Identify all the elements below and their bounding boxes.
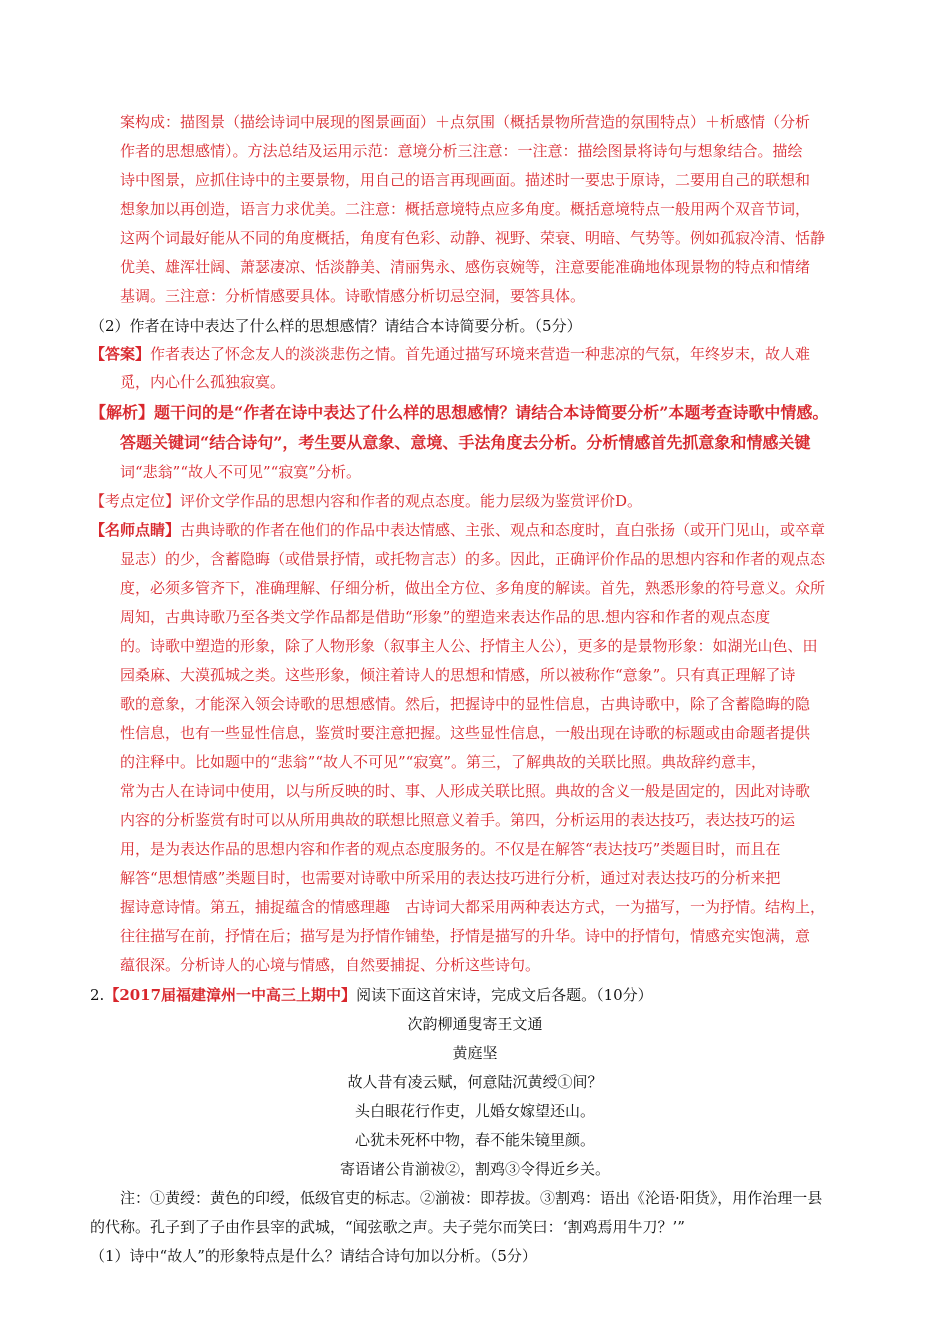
question-source: 【2017届福建漳州一中高三上期中】 [104,986,357,1004]
jiexi-text: 题干问的是“作者在诗中表达了什么样的思想感情？请结合本诗简要分析”本题考查诗歌中情感。 [154,403,829,422]
poem-notes-2: 的代称。孔子到了子由作县宰的武城，“闻弦歌之声。夫子莞尔而笑曰：‘割鸡焉用牛刀？’” [90,1218,685,1236]
teacher-notes-line: 歌的意象，才能深入领会诗歌的思想感情。然后，把握诗中的显性信息，古典诗歌中，除了含蓄隐晦的隐 [120,695,811,713]
kaodian-text: 评价文学作品的思想内容和作者的观点态度。能力层级为鉴赏评价D。 [180,492,643,510]
analysis-line: 优美、雄浑壮阔、萧瑟凄凉、恬淡静美、清丽隽永、感伤哀婉等，注意要能准确地体现景物的特点和情绪 [120,258,811,276]
teacher-notes-line: 周知，古典诗歌乃至各类文学作品都是借助“形象”的塑造来表达作品的思.想内容和作者的观点态度 [120,608,771,626]
teacher-notes-line: 内容的分析鉴赏有时可以从所用典故的联想比照意义着手。第四，分析运用的表达技巧，表达技巧的运 [120,811,796,829]
kaodian-label: 【考点定位】 [90,492,181,510]
analysis-line: 案构成：描图景（描绘诗词中展现的图景画面）＋点氛围（概括景物所营造的氛围特点）＋析感情（分析 [120,113,811,131]
analysis-line: 诗中图景，应抓住诗中的主要景物，用自己的语言再现画面。描述时一要忠于原诗，二要用自己的联想和 [120,171,811,189]
question-number: 2. [90,986,105,1004]
teacher-notes-line: 显志）的少，含蓄隐晦（或借景抒情，或托物言志）的多。因此，正确评价作品的思想内容和作者的观点态 [120,550,826,568]
poem-line: 寄语诸公肯湔祓②，割鸡③令得近乡关。 [339,1160,610,1178]
answer-line [90,340,810,369]
poem-line: 心犹未死杯中物，春不能朱镜里颜。 [354,1131,595,1149]
poem-title: 次韵柳通叟寄王文通 [407,1015,543,1033]
teacher-notes-line: 往往描写在前，抒情在后；描写是为抒情作铺垫，抒情是描写的升华。诗中的抒情句，情感充实饱满，意 [120,927,811,945]
teacher-notes-text: 古典诗歌的作者在他们的作品中表达情感、主张、观点和态度时，直白张扬（或开门见山，或卒章 [180,521,826,539]
teacher-notes-line: 解答“思想情感”类题目时，也需要对诗歌中所采用的表达技巧进行分析，通过对表达技巧的分析来把 [120,869,781,887]
teacher-notes-line: 性信息，也有一些显性信息，鉴赏时要注意把握。这些显性信息，一般出现在诗歌的标题或由命题者提供 [120,724,811,742]
analysis-line: 想象加以再创造，语言力求优美。二注意：概括意境特点应多角度。概括意境特点一般用两个双音节词， [120,200,811,218]
poem-line: 故人昔有凌云赋，何意陆沉黄绶①间？ [347,1073,603,1091]
jiexi-line-2: 答题关键词“结合诗句”，考生要从意象、意境、手法角度去分析。分析情感首先抓意象和情感关键 [120,433,811,452]
question-2: （2）作者在诗中表达了什么样的思想感情？请结合本诗简要分析。（5分） [90,317,582,335]
teacher-notes-line: 常为古人在诗词中使用，以与所反映的时、事、人形成关联比照。典故的含义一般是固定的，因此对诗歌 [120,782,811,800]
analysis-line: 这两个词最好能从不同的角度概括，角度有色彩、动静、视野、荣衰、明暗、气势等。例如孤寂冷清、恬静 [120,229,826,247]
kaodian-line [90,487,642,516]
teacher-notes-line: 的。诗歌中塑造的形象，除了人物形象（叙事主人公、抒情主人公），更多的是景物形象：如湖光山色、田 [120,637,818,655]
teacher-notes-line: 的注释中。比如题中的“悲翁”“故人不可见”“寂寞”。第三，了解典故的关联比照。典故辞约意丰， [120,753,767,771]
question-1: （1）诗中“故人”的形象特点是什么？请结合诗句加以分析。（5分） [90,1247,537,1265]
analysis-line: 作者的思想感情）。方法总结及运用示范：意境分析三注意：一注意：描绘图景将诗句与想象结合。描绘 [120,142,803,160]
jiexi-line-3: 词“悲翁”“故人不可见”“寂寞”分析。 [120,463,362,481]
question-instruction: 阅读下面这首宋诗，完成文后各题。（10分） [356,986,653,1004]
teacher-notes-line: 蕴很深。分析诗人的心境与情感，自然要捕捉、分析这些诗句。 [120,956,541,974]
analysis-line: 基调。三注意：分析情感要具体。诗歌情感分析切忌空洞，要答具体。 [120,287,586,305]
teacher-notes-line [90,516,825,545]
teacher-notes-line: 用，是为表达作品的思想内容和作者的观点态度服务的。不仅是在解答“表达技巧”类题目时，而且在 [120,840,781,858]
poem-author: 黄庭坚 [452,1044,498,1062]
question-2-header [90,981,653,1010]
jiexi-label: 【解析】 [90,403,155,422]
teacher-notes-label: 【名师点睛】 [90,521,181,539]
poem-line: 头白眼花行作吏，儿婚女嫁望还山。 [354,1102,595,1120]
poem-notes: 注：①黄绶：黄色的印绶，低级官吏的标志。②湔祓：即荐拔。③割鸡：语出《沦语·阳货》，用作治理一县 [120,1189,823,1207]
answer-label: 【答案】 [90,345,151,363]
teacher-notes-line: 握诗意诗情。第五，捕捉蕴含的情感理趣 古诗词大都采用两种表达方式，一为描写，一为抒情。结构上， [120,898,826,916]
answer-line-2: 觅，内心什么孤独寂寞。 [120,373,286,391]
teacher-notes-line: 度，必须多管齐下，准确理解、仔细分析，做出全方位、多角度的解读。首先，熟悉形象的符号意义。众所 [120,579,826,597]
answer-text: 作者表达了怀念友人的淡淡悲伤之情。首先通过描写环境来营造一种悲凉的气氛，年终岁末，故人难 [150,345,811,363]
teacher-notes-line: 园桑麻、大漠孤城之类。这些形象，倾注着诗人的思想和情感，所以被称作“意象”。只有真正理解了诗 [120,666,796,684]
jiexi-line [90,398,828,427]
